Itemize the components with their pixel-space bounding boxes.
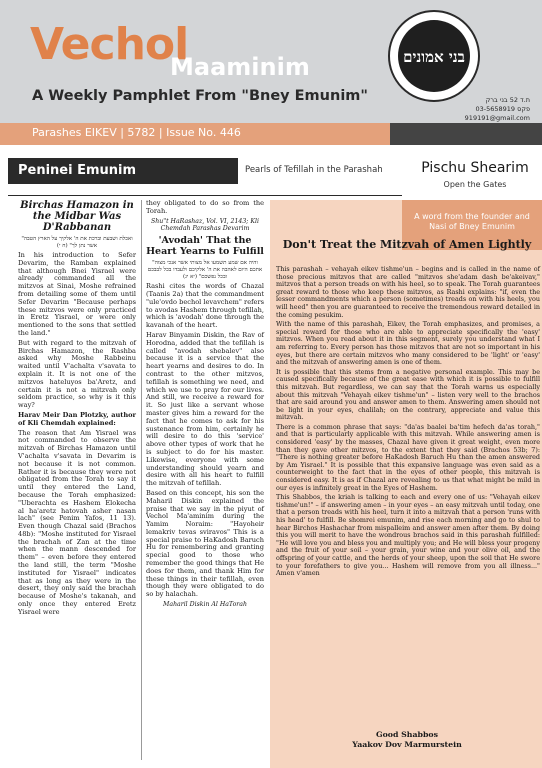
section-subtitle-right: Open the Gates: [443, 180, 507, 189]
right-article-body: [276, 266, 540, 580]
citation: Shu"t HaRashaz, Vol. VI, 2143; Kli Chemdah Parashas Devarim: [151, 217, 259, 233]
column-one: [18, 200, 136, 619]
column-paragraph: Harav Binyamin Diskin, the Rav of Horodna, added that the tefillah is called "avodah shebalev" also because it is a service that the heart yearns and desires to do. In contrast to the other mitzvos, tefillah is something we need, and which we use to pray for our lives. And still, we receive a reward for it. So just like a servant whose master gives him a reward for the fact that he comes to ask for his sustenance from him, certainly he will desire to do this 'service' above other types of work that he is subject to do for his master. Likewise, everyone with some understanding should yearn and desire with all his heart to fulfill the mitzvah of tefillah.: [146, 330, 264, 488]
brand-maaminim: Maaminim: [170, 53, 310, 81]
column-paragraph: Harav Meir Dan Plotzky, author of Kli Chemdah explained:: [18, 410, 136, 427]
column-paragraph: The reason that Am Yisrael was not commanded to observe the mitzvah of Birchas Hamazon until V'achalta v'savata in Devarim is not because it is not common. Rather it is because they were not obligated from the Torah to say it until they entered the Land, because the Torah emphasized: "Uberachta es Hashem Elokecha al ha'aretz hatovah asher nasan lach" (see Penim Yafos, 11 13). Even though Chazal said (Brachos 48b): "Moshe instituted for Yisrael the brachah of Zan at the time when the mann descended for them" – even before they entered the land still, the term "Moshe instituted for Yisrael" indicates that as long as they were in the desert, they only said the brachah because of Moshe's takanah, and only once they entered Eretz Yisrael were: [18, 428, 136, 616]
column-paragraph: Based on this concept, his son the Maharil Diskin explained the praise that we say in the piyut of Vechol Ma'aminim during the Yamim Noraim: "Hayoheir lemakriv tevas sviravos" This is a special praise to HaKadosh Baruch Hu for remembering and granting special good to those who remember the good things that He does for them, and thank Him for these things in their tefillah, even though they were obligated to do so by halachah.: [146, 488, 264, 599]
section-title-left: Peninei Emunim: [18, 163, 137, 178]
masthead-dark-bar: [390, 123, 542, 145]
founder-note: A word from the founder and Nasi of Bney Emunim: [414, 212, 530, 231]
sign-greeting: Good Shabbos: [375, 730, 439, 739]
hebrew-verse: "ואכלת ושבעת וברכת את ה' אלקיך על הארץ הטבה אשר נתן לך" (ח י): [21, 236, 133, 249]
right-article-title: Don't Treat the Mitzvah of Amen Lightly: [282, 238, 532, 251]
column-two-title: 'Avodah' That the Heart Yearns to Fulfill: [146, 235, 264, 258]
contact-line: ת.ד 52 בני ברק: [485, 96, 530, 104]
seal-text: בני אמונים: [403, 48, 465, 66]
column-paragraph: Rashi cites the words of Chazal (Taanis 2a) that the commandment "ule'ovdo bechol levavchem" refers to avodas Hashem through tefillah, which is 'avodah' done through the kavanah of the heart.: [146, 282, 264, 330]
issue-line: Parashes EIKEV | 5782 | Issue No. 446: [32, 126, 241, 139]
article-paragraph: It is possible that this stems from a negative personal example. This may be caused specifically because of the great ease with which it is possible to fulfill this mitzvah. But regardless, we can say that the Torah warns us especially about this mitzvah "Vehayah eikev tishme'un" – listen very well to the brachos that are said around you and answer amen to them. Answering amen should not be light in your eyes, chalilah; on the contrary, appreciate and value this mitzvah.: [276, 367, 540, 422]
hebrew-verse: "והיה אם שמע תשמעו אל מצותי אשר אנכי מצוה אתכם היום לאהבה את ה' אלקיכם ולעבדו בכל לבבכם ובכל נפשכם" (יא יג): [147, 260, 263, 281]
column-divider: [141, 200, 142, 760]
column-paragraph: they obligated to do so from the Torah.: [146, 199, 264, 215]
organization-seal-logo: [388, 10, 480, 102]
article-signature: [276, 730, 538, 750]
sign-author: Yaakov Dov Marmurstein: [352, 740, 462, 749]
column-paragraph: In his introduction to Sefer Devarim, the Ramban explained that although Bnei Yisrael were already commanded all the mitzvos at Sinai, Moshe refrained from detailing some of them until Sefer Devarim "Because perhaps these mitzvos were only practiced in Eretz Yisrael, or were only mentioned to the sons that settled the land.": [18, 251, 136, 337]
brand-vechol: Vechol: [30, 19, 189, 70]
section-subtitle-left: Pearls of Tefillah in the Parashah: [245, 165, 383, 175]
article-paragraph: There is a common phrase that says: "da'as baalei ba'tim hefech da'as torah," and that is particularly applicable with this mitzvah. While answering amen is considered 'easy' by the masses, Chazal have given it great weight, even more than they gave other mitzvos, to the extent that they said (Brachos 53b; 7): "There is nothing greater before HaKadosh Baruch Hu than the amen answered by Am Yisrael." It is possible that this expansive language was even said as a counterweight to the fact that in the eyes of other people, this mitzvah is considered easy. It is as if Chazal are revealing to us that what might be mild in our eyes is infinitely great in the Eyes of Hashem.: [276, 422, 540, 492]
contact-info: [410, 96, 530, 123]
section-divider: [8, 195, 402, 196]
contact-line: 03-5658919 פקס: [475, 105, 530, 113]
contact-email: 919191@gmail.com: [464, 114, 530, 122]
article-paragraph: This Shabbos, the kriah is talking to each and every one of us: "Vehayah eikev tishme'un!" – if answering amen – in your eyes – an easy mitzvah until today, one that a person treads with his heel, turn it into a mitzvah that a person 'runs with his head' to fulfill. Be shomrei emunim, and rise each morning and go to shul to hear Birchos Hashachar from mispalleim and answer amen after them. By doing this you will merit to have the wondrous brachos said in this parashah fulfilled: "He will love you and bless you and multiply you; and He will bless your progeny and the fruit of your soil – your grain, your wine and your olive oil, and the offspring of your cattle, and the herds of your sheep, upon the soil that He swore to your forefathers to give you... Hashem will remove from you all illness..." Amen v'amen: [276, 493, 540, 578]
column-paragraph: But with regard to the mitzvah of Birchas Hamazon, the Rashba asked why Moshe Rabbeinu waited until V'achalta v'savata to explain it. It is not one of the mitzvos hateluyos ba'Aretz, and certain it is not a mitzvah only seldom practice, so why is it this way?: [18, 338, 136, 410]
column-two: [146, 200, 264, 611]
section-title-right: Pischu Shearim: [421, 160, 529, 176]
article-paragraph: With the name of this parashah, Eikev, the Torah emphasizes, and promises, a special reward for those who are able to appreciate specifically the 'easy' mitzvos. When you read about it in this segment, surely you understand what I am referring to. Every person has those mitzvos that are not so important in his eyes, but there are certain mitzvos who many considered to be 'light' or 'easy' and the mitzvah of answering amen is one of them.: [276, 320, 540, 367]
seal-inner: [398, 20, 470, 92]
citation: Maharil Diskin Al HaTorah: [163, 601, 247, 609]
article-paragraph: This parashah – vehayah eikev tishme'un – begins and is called in the name of those precious mitzvos that are called "mitzvos she'adam dash be'akeivav," mitzvos that a person treads on with his heel, so to speak. The Torah guarantees great reward to those who keep these mitzvos, as Rashi explains: "if, even the lesser commandments which a person (sometimes) treads on with his heels, you will heed" then you are guaranteed to receive the tremendous reward detailed in the coming pesukim.: [276, 265, 540, 319]
column-one-title: Birchas Hamazon in the Midbar Was D'Rabbanan: [20, 200, 134, 233]
masthead-subtitle: A Weekly Pamphlet From "Bney Emunim": [32, 88, 368, 104]
